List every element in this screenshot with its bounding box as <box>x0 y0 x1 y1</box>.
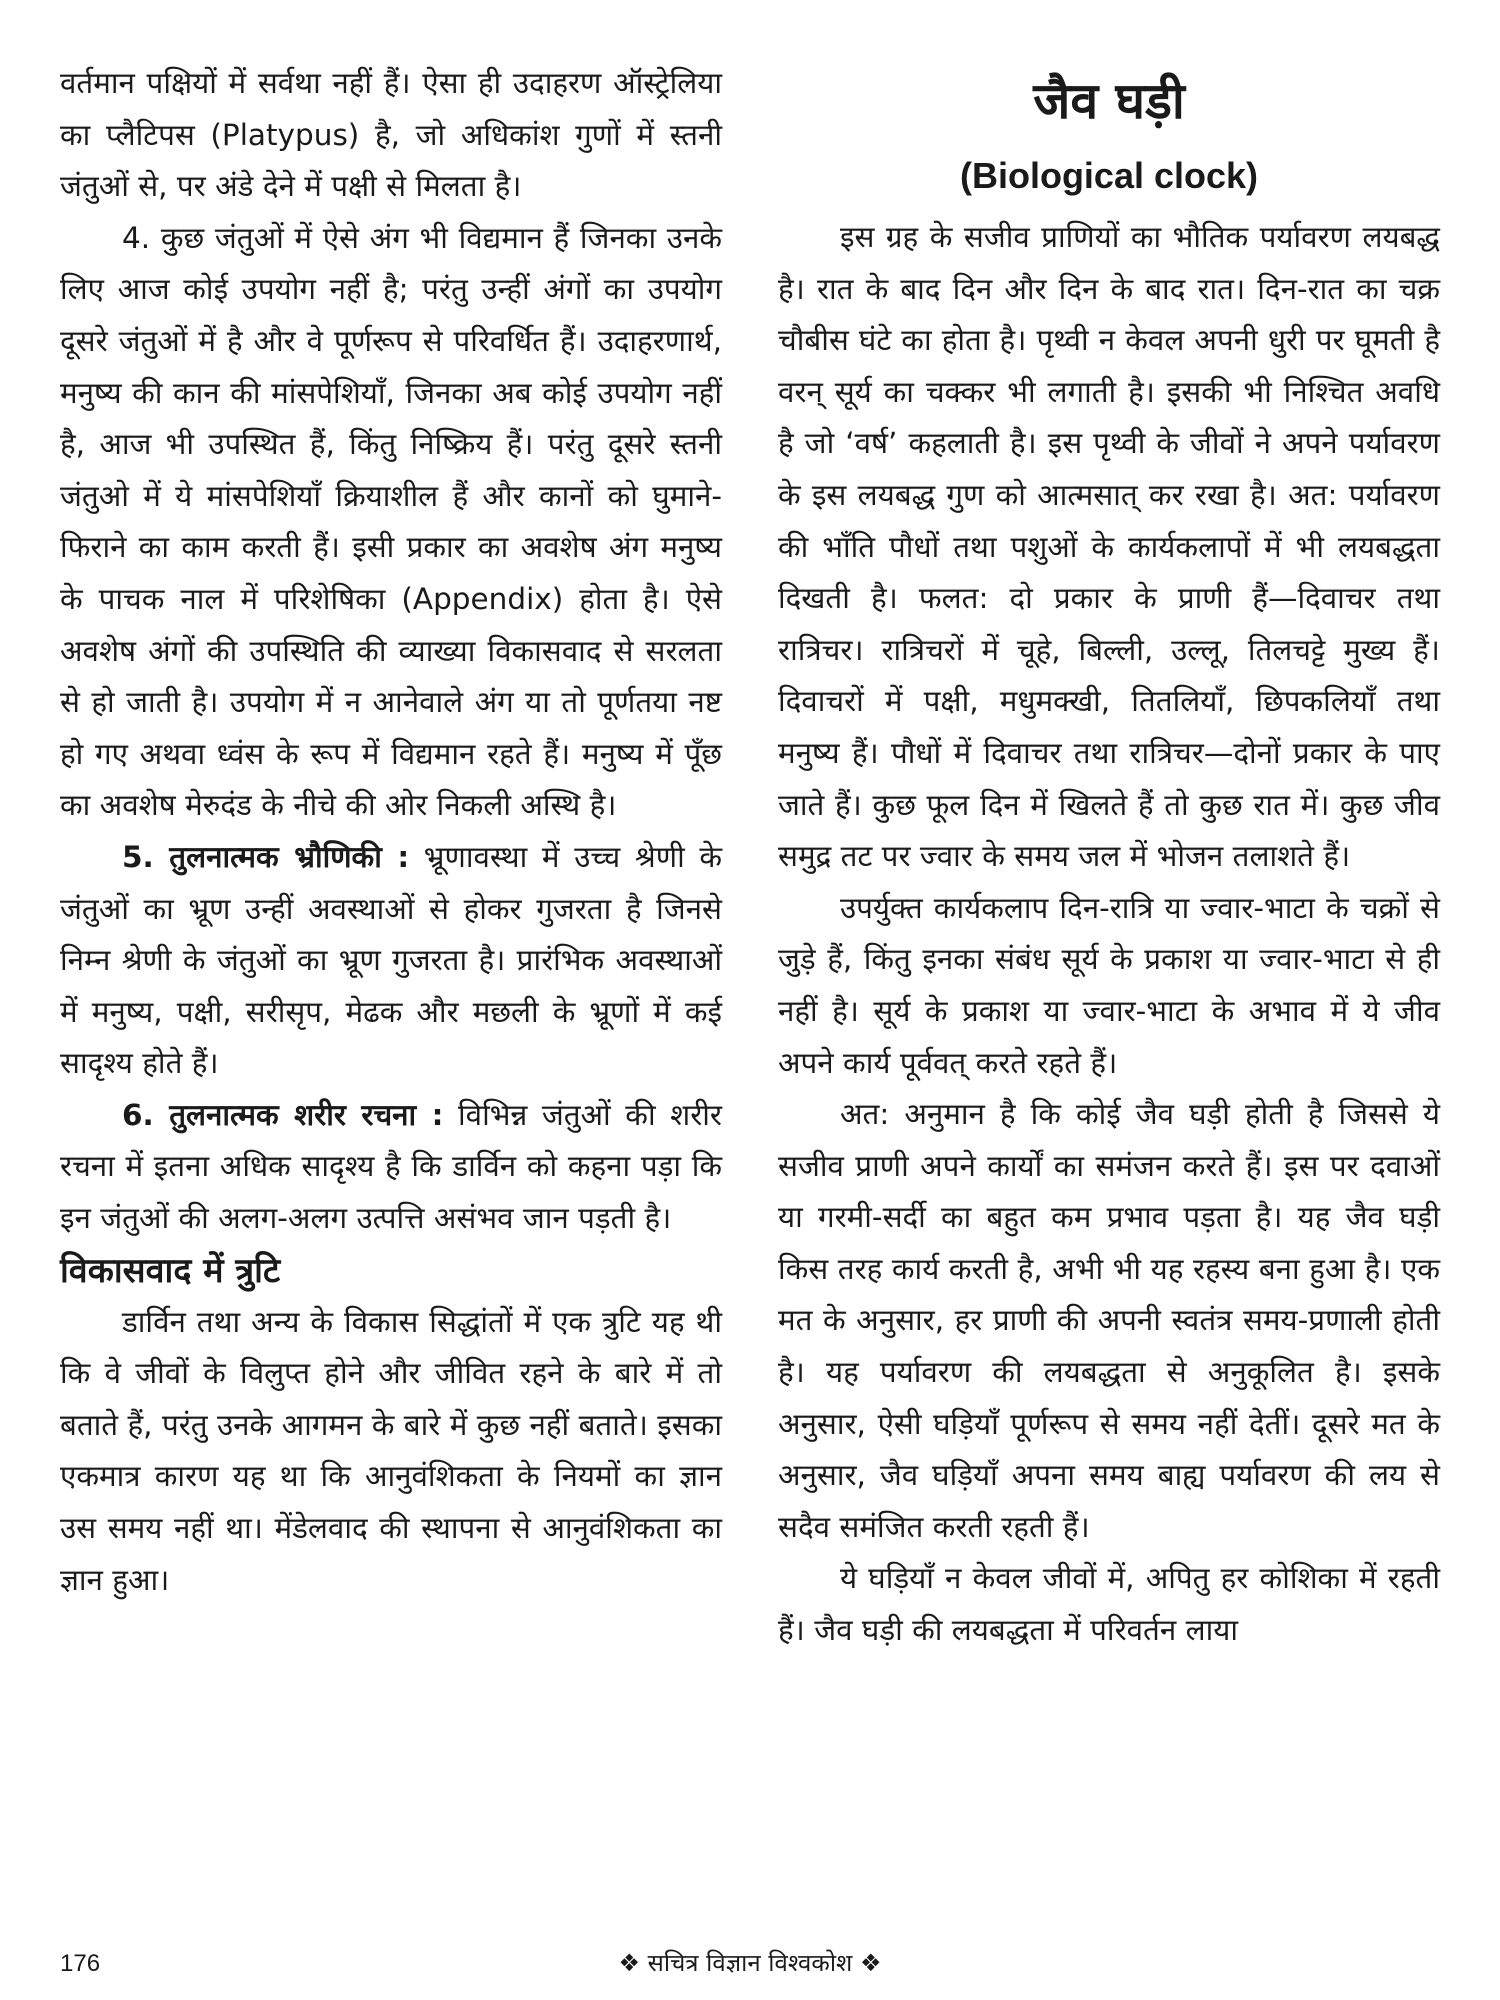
paragraph-cell-clocks: ये घड़ियाँ न केवल जीवों में, अपितु हर कोशिका में रहती हैं। जैव घड़ी की लयबद्धता में परिवर्तन लाया <box>778 1561 1440 1648</box>
right-column <box>778 62 1440 1657</box>
section-heading-evolution-flaw: विकासवाद में त्रुटि <box>60 1250 281 1291</box>
paragraph-rhythmic-environment: इस ग्रह के सजीव प्राणियों का भौतिक पर्यावरण लयबद्ध है। रात के बाद दिन और दिन के बाद रात। दिन-रात का चक्र चौबीस घंटे का होता है। पृथ्वी न केवल अपनी धुरी पर घूमती है वरन् सूर्य का चक्कर भी लगाती है। इसकी भी निश्चित अवधि है जो ‘वर्ष’ कहलाती है। इस पृथ्वी के जीवों ने अपने पर्यावरण के इस लयबद्ध गुण को आत्मसात् कर रखा है। अत: पर्यावरण की भाँति पौधों तथा पशुओं के कार्यकलापों में भी लयबद्धता दिखती है। फलत: दो प्रकार के प्राणी हैं—दिवाचर तथा रात्रिचर। रात्रिचरों में चूहे, बिल्ली, उल्लू, तिलचट्टे मुख्य हैं। दिवाचरों में पक्षी, मधुमक्खी, तितलियाँ, छिपकलियाँ तथा मनुष्य हैं। पौधों में दिवाचर तथा रात्रिचर—दोनों प्रकार के पाए जाते हैं। कुछ फूल दिन में खिलते हैं तो कुछ रात में। कुछ जीव समुद्र तट पर ज्वार के समय जल में भोजन तलाशते हैं। <box>778 220 1440 874</box>
embryology-text: भ्रूणावस्था में उच्च श्रेणी के जंतुओं का भ्रूण उन्हीं अवस्थाओं से होकर गुजरता है जिनसे निम्न श्रेणी के जंतुओं का भ्रूण गुजरता है। प्रारंभिक अवस्थाओं में मनुष्य, पक्षी, सरीसृप, मेढक और मछली के भ्रूणों में कई सादृश्य होते हैं। <box>60 839 722 1081</box>
article-title-hindi: जैव घड़ी <box>1033 72 1185 130</box>
article-title-english: (Biological clock) <box>959 155 1259 196</box>
embryology-label: 5. तुलनात्मक भ्रौणिकी : <box>122 839 410 874</box>
paragraph-comparative-embryology <box>60 832 722 1090</box>
paragraph-biological-clock: अत: अनुमान है कि कोई जैव घड़ी होती है जिससे ये सजीव प्राणी अपने कार्यों का समंजन करते हैं। इस पर दवाओं या गरमी-सर्दी का बहुत कम प्रभाव पड़ता है। यह जैव घड़ी किस तरह कार्य करती है, अभी भी यह रहस्य बना हुआ है। एक मत के अनुसार, हर प्राणी की अपनी स्वतंत्र समय-प्रणाली होती है। यह पर्यावरण की लयबद्धता से अनुकूलित है। इसके अनुसार, ऐसी घड़ियाँ पूर्णरूप से समय नहीं देतीं। दूसरे मत के अनुसार, जैव घड़ियाँ अपना समय बाह्य पर्यावरण की लय से सदैव समंजित करती रहती हैं। <box>778 1097 1440 1544</box>
book-title-footer: ❖ सचित्र विज्ञान विश्वकोश ❖ <box>618 1949 882 1977</box>
paragraph-platypus: वर्तमान पक्षियों में सर्वथा नहीं हैं। ऐसा ही उदाहरण ऑस्ट्रेलिया का प्लैटिपस (Platypus) है, जो अधिकांश गुणों में स्तनी जंतुओं से, पर अंडे देने में पक्षी से मिलता है। <box>60 66 722 204</box>
left-column <box>60 58 722 1606</box>
paragraph-evolution-flaw: डार्विन तथा अन्य के विकास सिद्धांतों में एक त्रुटि यह थी कि वे जीवों के विलुप्त होने और जीवित रहने के बारे में तो बताते हैं, परंतु उनके आगमन के बारे में कुछ नहीं बताते। इसका एकमात्र कारण यह था कि आनुवंशिकता के नियमों का ज्ञान उस समय नहीं था। मेंडेलवाद की स्थापना से आनुवंशिकता का ज्ञान हुआ। <box>60 1304 722 1597</box>
paragraph-vestigial-organs: 4. कुछ जंतुओं में ऐसे अंग भी विद्यमान हैं जिनका उनके लिए आज कोई उपयोग नहीं है; परंतु उन्हीं अंगों का उपयोग दूसरे जंतुओं में है और वे पूर्णरूप से परिवर्धित हैं। उदाहरणार्थ, मनुष्य की कान की मांसपेशियाँ, जिनका अब कोई उपयोग नहीं है, आज भी उपस्थित हैं, किंतु निष्क्रिय हैं। परंतु दूसरे स्तनी जंतुओ में ये मांसपेशियाँ क्रियाशील हैं और कानों को घुमाने-फिराने का काम करती हैं। इसी प्रकार का अवशेष अंग मनुष्य के पाचक नाल में परिशेषिका (Appendix) होता है। ऐसे अवशेष अंगों की उपस्थिति की व्याख्या विकासवाद से सरलता से हो जाती है। उपयोग में न आनेवाले अंग या तो पूर्णतया नष्ट हो गए अथवा ध्वंस के रूप में विद्यमान रहते हैं। मनुष्य में पूँछ का अवशेष मेरुदंड के नीचे की ओर निकली अस्थि है। <box>60 220 722 823</box>
anatomy-label: 6. तुलनात्मक शरीर रचना : <box>122 1097 444 1132</box>
paragraph-cycles: उपर्युक्त कार्यकलाप दिन-रात्रि या ज्वार-भाटा के चक्रों से जुड़े हैं, किंतु इनका संबंध सूर्य के प्रकाश या ज्वार-भाटा से ही नहीं है। सूर्य के प्रकाश या ज्वार-भाटा के अभाव में ये जीव अपने कार्य पूर्ववत् करते रहते हैं। <box>778 890 1440 1080</box>
page-number: 176 <box>60 1950 101 1977</box>
anatomy-text: विभिन्न जंतुओं की शरीर रचना में इतना अधिक सादृश्य है कि डार्विन को कहना पड़ा कि इन जंतुओं की अलग-अलग उत्पत्ति असंभव जान पड़ती है। <box>60 1097 722 1236</box>
paragraph-comparative-anatomy <box>60 1090 722 1245</box>
